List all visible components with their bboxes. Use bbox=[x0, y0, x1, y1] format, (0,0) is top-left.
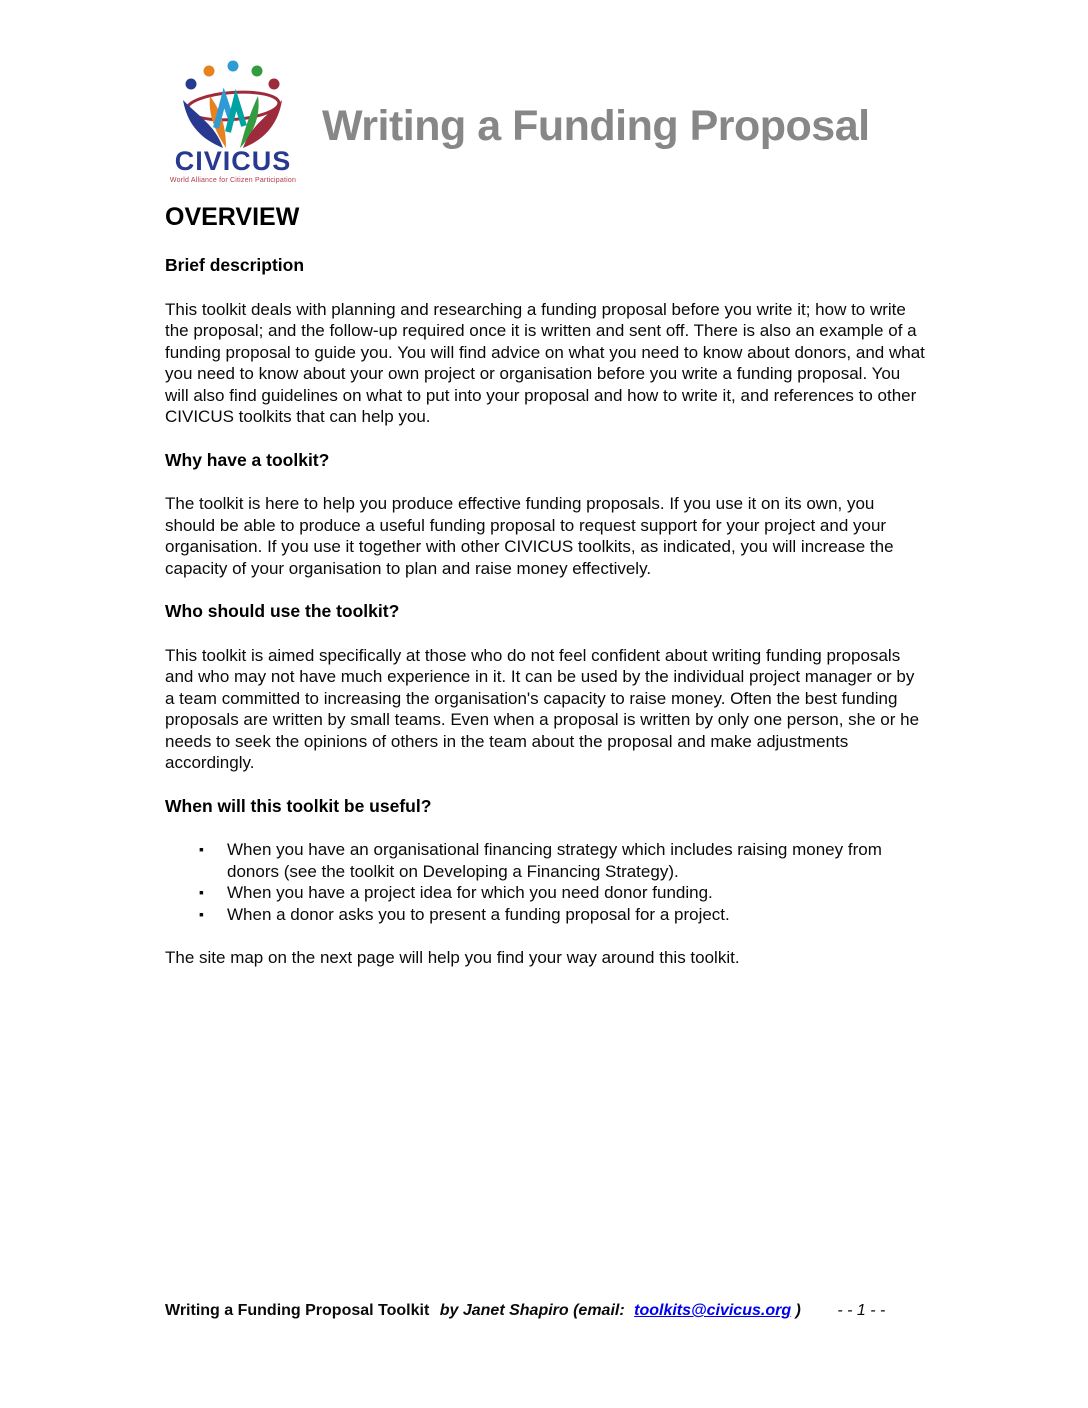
footer-page-number: - - 1 - - bbox=[837, 1302, 886, 1319]
page-footer bbox=[165, 1301, 955, 1321]
overview-heading: OVERVIEW bbox=[165, 203, 300, 231]
logo-figures bbox=[183, 96, 282, 148]
list-item: ▪ When you have an organisational financing strategy which includes raising money from donors (see the toolkit on Developing a Financing Strategy). bbox=[227, 839, 927, 882]
logo-tagline: World Alliance for Citizen Participation bbox=[169, 177, 297, 184]
logo-wordmark: CIVICUS bbox=[174, 146, 292, 176]
section-heading-who-should-use: Who should use the toolkit? bbox=[165, 601, 400, 621]
section-body-why-have-a-toolkit: The toolkit is here to help you produce effective funding proposals. If you use it on its own, you should be able to produce a useful funding proposal to request support for your project and your organisation. If you use it together with other CIVICUS toolkits, as indicated, you will increase the capacity of your organisation to plan and raise money effectively. bbox=[165, 494, 894, 578]
section-body-who-should-use: This toolkit is aimed specifically at those who do not feel confident about writing funding proposals and who may not have much experience in it. It can be used by the individual project manager or by a team committed to increasing the organisation's capacity to raise money. Often the best funding proposals are written by small teams. Even when a proposal is written by only one person, she or he needs to seek the opinions of others in the team about the proposal and make adjustments accordingly. bbox=[165, 645, 920, 772]
section-heading-brief-description: Brief description bbox=[165, 255, 305, 275]
usefulness-bullet-list bbox=[165, 839, 927, 925]
footer-email-link[interactable]: toolkits@civicus.org bbox=[634, 1302, 792, 1319]
closing-line: The site map on the next page will help you find your way around this toolkit. bbox=[165, 948, 740, 967]
civicus-logo-graphic bbox=[166, 56, 300, 150]
footer-doc-title: Writing a Funding Proposal Toolkit bbox=[165, 1302, 430, 1319]
section-heading-when-useful: When will this toolkit be useful? bbox=[165, 795, 432, 816]
list-item: ▪ When you have a project idea for which you need donor funding. bbox=[227, 882, 927, 904]
section-body-brief-description: This toolkit deals with planning and researching a funding proposal before you write it; how to write the proposal; and the follow-up required once it is written and sent off. There is also an example of a funding proposal to guide you. You will find advice on what you need to know about donors, and what you need to know about your own project or organisation before you write a funding proposal. You will also find guidelines on what to put into your proposal and how to write it, and references to other CIVICUS toolkits that can help you. bbox=[165, 299, 925, 426]
footer-close-paren: ) bbox=[795, 1302, 801, 1319]
section-heading-why-have-a-toolkit: Why have a toolkit? bbox=[165, 449, 330, 470]
list-item: ▪ When a donor asks you to present a funding proposal for a project. bbox=[227, 904, 927, 926]
civicus-logo bbox=[166, 56, 300, 184]
document-body bbox=[165, 203, 927, 991]
logo-dots bbox=[186, 61, 280, 90]
footer-byline: by Janet Shapiro (email: bbox=[439, 1302, 625, 1319]
page-title: Writing a Funding Proposal bbox=[322, 102, 870, 150]
